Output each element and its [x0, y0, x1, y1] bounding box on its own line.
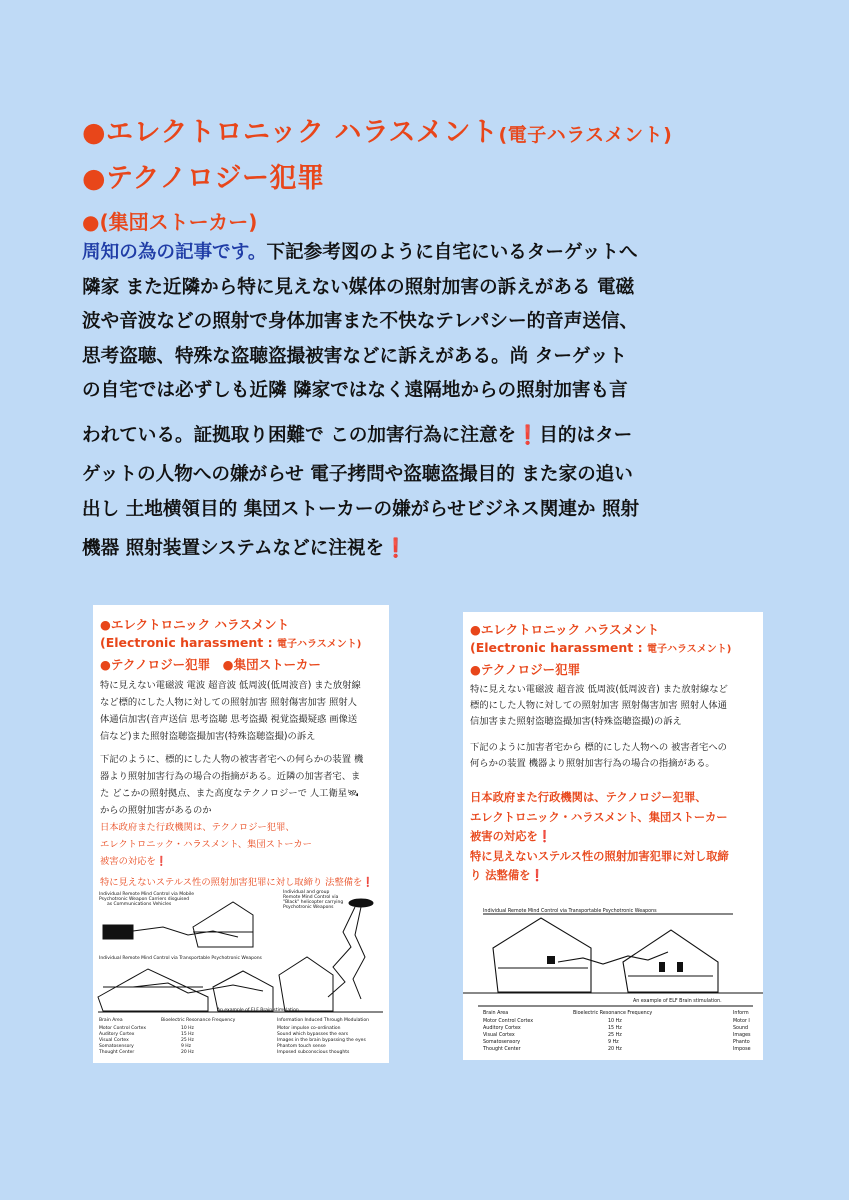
article-lead: 周知の為の記事です。 — [82, 242, 267, 263]
table-cell: Auditory Cortex — [483, 1026, 521, 1031]
panel-subheading — [470, 640, 731, 655]
panel-text-line: エレクトロニック・ハラスメント、集団ストーカー — [100, 839, 312, 850]
panel-text-line: 標的にした人物に対しての照射加害 照射傷害加害 照射人体通 — [470, 700, 727, 711]
reference-image-right — [463, 612, 763, 1060]
panel-subheading — [100, 635, 361, 650]
figure-caption: Individual Remote Mind Control via Mobile — [99, 892, 194, 897]
panel-text-line: 体通信加害(音声送信 思考盗聴 思考盗撮 視覚盗撮疑惑 画像送 — [100, 714, 358, 725]
figure-caption: "Black" helicopter carrying — [283, 900, 344, 905]
figure-caption: as Communications Vehicles — [107, 902, 172, 907]
heading-gang-stalking: ●(集団ストーカー) — [82, 210, 258, 234]
table-header: Brain Area — [99, 1018, 123, 1023]
table-cell: 15 Hz — [181, 1032, 194, 1037]
table-header: Information Induced Through Modulation — [277, 1018, 369, 1023]
table-cell: 25 Hz — [181, 1038, 194, 1043]
article-line — [82, 532, 772, 567]
figure-caption: Remote Mind Control via — [283, 895, 339, 900]
figure-caption: Individual and group — [283, 890, 330, 895]
exclamation-icon: ❗ — [516, 424, 540, 446]
table-cell: Sound — [733, 1026, 749, 1031]
table-cell: 20 Hz — [608, 1047, 622, 1052]
panel-text-line: 特に見えない電磁波 電波 超音波 低周波(低周波音) また放射線 — [100, 680, 361, 691]
figure-caption: An example of ELF Brain stimulation. — [633, 999, 722, 1004]
panel-text-line: 特に見えない電磁波 超音波 低周波(低周波音) また放射線など — [470, 684, 728, 695]
panel-call-to-action — [470, 788, 729, 886]
table-cell: Motor Control Cortex — [483, 1019, 534, 1024]
mind-control-illustration-left — [93, 887, 389, 1063]
table-cell: Somatosensory — [483, 1040, 521, 1045]
table-cell: Motor I — [733, 1019, 750, 1024]
table-cell: Sound which bypasses the ears — [277, 1032, 349, 1037]
heading-sub-text: (電子ハラスメント) — [498, 124, 673, 146]
table-cell: 10 Hz — [181, 1026, 194, 1031]
figure-caption: An example of ELF Brain stimulation — [217, 1008, 299, 1013]
figure-caption: Individual Remote Mind Control via Transportable Psychotronic Weapons — [99, 956, 262, 961]
article-line: 隣家 また近隣から特に見えない媒体の照射加害の訴えがある 電磁 — [82, 276, 635, 298]
table-header: Bioelectric Resonance Frequency — [573, 1011, 653, 1016]
panel-text-line: り 法整備を❗ — [470, 869, 545, 882]
panel-text-line: 被害の対応を❗ — [470, 830, 552, 843]
article-body — [82, 236, 772, 567]
panel-paragraph — [470, 682, 728, 730]
panel-heading: ●テクノロジー犯罪 ●集団ストーカー — [100, 657, 321, 672]
article-text: 下記参考図のように自宅にいるターゲットへ — [266, 242, 638, 263]
article-line — [82, 419, 772, 454]
panel-text-line: 信など)また照射盗聴盗撮加害(特殊盗聴盗撮)の訴え — [100, 731, 316, 742]
table-header: Inform — [733, 1011, 749, 1016]
panel-text-line: 日本政府また行政機関は、テクノロジー犯罪、 — [470, 791, 707, 804]
panel-text-line: 特に見えないステルス性の照射加害犯罪に対し取締 — [470, 849, 729, 863]
table-cell: Impose — [733, 1047, 751, 1052]
article-line: 出し 土地横領目的 集団ストーカーの嫌がらせビジネス関連か 照射 — [82, 498, 640, 520]
table-cell: 10 Hz — [608, 1019, 622, 1024]
panel-heading: ●エレクトロニック ハラスメント — [470, 622, 660, 637]
panel-text-line: 器より照射加害行為の場合の指摘がある。近隣の加害者宅、ま — [100, 771, 361, 782]
exclamation-icon: ❗ — [384, 538, 408, 559]
panel-text-line: 被害の対応を❗ — [100, 856, 168, 867]
mind-control-illustration-right — [463, 900, 763, 1060]
table-cell: Somatosensory — [99, 1044, 134, 1049]
figure-caption: Individual Remote Mind Control via Transportable Psychotronic Weapons — [483, 909, 657, 914]
panel-subheading-ja: 電子ハラスメント) — [277, 639, 362, 650]
figure-caption: Psychotronic Weapon Carriers disguised — [99, 897, 190, 902]
heading-electronic-harassment — [82, 110, 672, 149]
table-cell: Thought Center — [99, 1050, 135, 1055]
panel-subheading-en: (Electronic harassment : — [470, 640, 647, 655]
panel-text-line: 下記のように、標的にした人物の被害者宅への何らかの装置 機 — [100, 754, 364, 765]
table-cell: Visual Cortex — [99, 1038, 129, 1043]
panel-heading: ●エレクトロニック ハラスメント — [100, 617, 290, 632]
table-cell: 15 Hz — [608, 1026, 622, 1031]
table-cell: Thought Center — [483, 1047, 521, 1052]
panel-text-line: 何らかの装置 機器より照射加害行為の場合の指摘がある。 — [470, 758, 715, 769]
article-line: ゲットの人物への嫌がらせ 電子拷問や盗聴盗撮目的 また家の追い — [82, 464, 633, 485]
table-cell: Imposed subconscious thoughts — [277, 1050, 350, 1055]
table-cell: Visual Cortex — [483, 1033, 515, 1038]
heading-technology-crime: ●テクノロジー犯罪 — [82, 163, 325, 194]
table-cell: Phanto — [733, 1040, 750, 1045]
table-cell: Auditory Cortex — [99, 1032, 135, 1037]
table-cell: Motor Control Cortex — [99, 1026, 146, 1031]
panel-heading: ●テクノロジー犯罪 — [470, 662, 581, 677]
panel-text-line: エレクトロニック・ハラスメント、集団ストーカー — [470, 810, 728, 824]
article-line: 思考盗聴、特殊な盗聴盗撮被害などに訴えがある。尚 ターゲット — [82, 345, 627, 367]
panel-text-line: 信加害また照射盗聴盗撮加害(特殊盗聴盗撮)の訴え — [470, 716, 682, 727]
article-line: 波や音波などの照射で身体加害また不快なテレパシー的音声送信、 — [82, 311, 639, 332]
heading-main-text: ●エレクトロニック ハラスメント — [82, 117, 499, 148]
table-header: Bioelectric Resonance Frequency — [161, 1018, 236, 1023]
reference-image-left — [93, 605, 389, 1063]
article-line — [82, 236, 772, 271]
table-header: Brain Area — [483, 1011, 509, 1016]
panel-paragraph — [470, 740, 727, 772]
figure-caption: Psychotronic Weapons — [283, 905, 334, 910]
panel-text-line: 特に見えないステルス性の照射加害犯罪に対し取締り 法整備を❗ — [100, 877, 374, 888]
panel-paragraph — [100, 751, 363, 819]
table-cell: 9 Hz — [608, 1040, 619, 1045]
table-cell: 25 Hz — [608, 1033, 622, 1038]
panel-text-line: からの照射加害があるのか — [100, 805, 212, 816]
panel-text-line: など標的にした人物に対しての照射加害 照射傷害加害 照射人 — [100, 697, 357, 708]
panel-paragraph — [100, 677, 361, 745]
table-cell: Images — [733, 1033, 751, 1038]
table-cell: 20 Hz — [181, 1050, 194, 1055]
table-cell: 9 Hz — [181, 1044, 192, 1049]
table-cell: Phantom touch sense — [277, 1044, 326, 1049]
panel-call-to-action — [100, 819, 374, 891]
article-text: われている。証拠取り困難で この加害行為に注意を — [82, 424, 517, 446]
table-cell: Motor impulse co-ordination — [277, 1026, 341, 1031]
article-line: の自宅では必ずしも近隣 隣家ではなく遠隔地からの照射加害も言 — [82, 380, 628, 401]
table-cell: Images in the brain bypassing the eyes — [277, 1038, 366, 1043]
panel-text-line: 下記のように加害者宅から 標的にした人物への 被害者宅への — [470, 742, 727, 753]
article-text: 目的はター — [539, 424, 633, 446]
panel-subheading-en: (Electronic harassment : — [100, 635, 277, 650]
panel-subheading-ja: 電子ハラスメント) — [647, 644, 732, 655]
article-text: 機器 照射装置システムなどに注視を — [82, 538, 385, 559]
panel-text-line: た どこかの照射拠点、また高度なテクノロジーで 人工衛星🛰 — [100, 788, 359, 799]
panel-text-line: 日本政府また行政機関は、テクノロジー犯罪、 — [100, 822, 295, 833]
